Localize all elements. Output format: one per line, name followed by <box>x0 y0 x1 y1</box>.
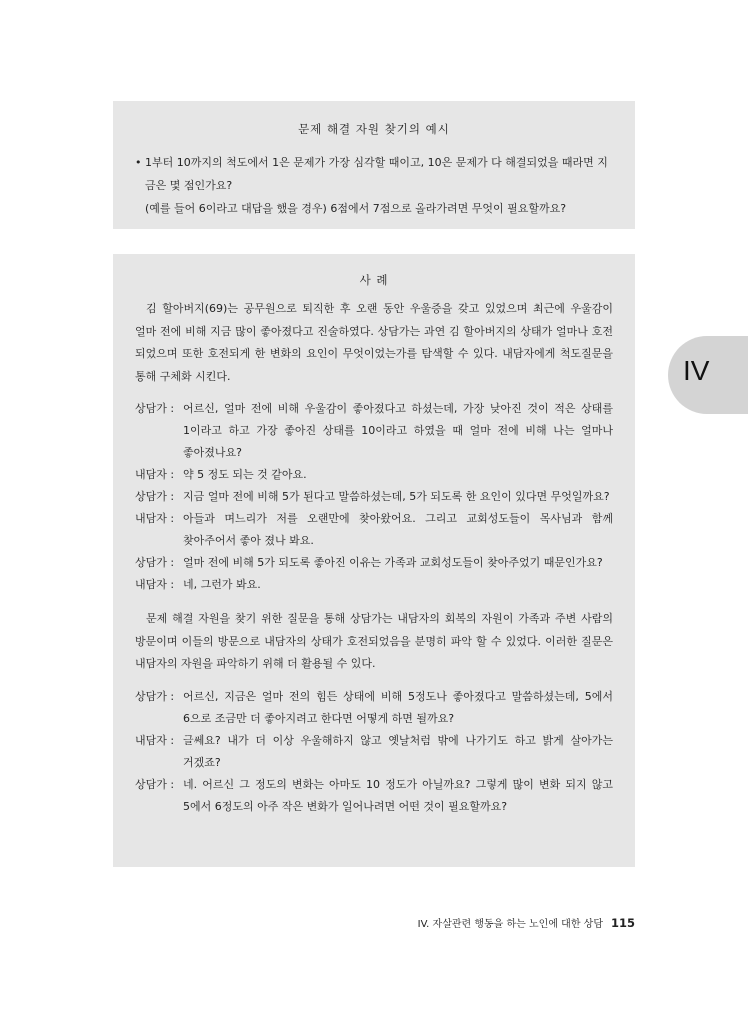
dialog-line <box>135 508 613 552</box>
speaker: 상담가 : <box>135 556 175 569</box>
speaker: 상담가 : <box>135 689 175 703</box>
dialog-line <box>135 574 613 596</box>
speaker: 내담자 : <box>135 468 175 481</box>
example-bullet: • 1부터 10까지의 척도에서 1은 문제가 가장 심각할 때이고, 10은 문제가 다 해결되었을 때라면 지금은 몇 점인가요? <box>135 156 608 192</box>
chapter-tab-label: IV <box>683 355 710 386</box>
page-number: 115 <box>610 916 635 930</box>
dialog-line <box>135 486 613 508</box>
utterance: 글쎄요? 내가 더 이상 우울해하지 않고 옛날처럼 밖에 나가기도 하고 밝게 살아가는 거겠죠? <box>183 733 613 769</box>
dialog-2 <box>135 686 613 818</box>
utterance: 아들과 며느리가 저를 오랜만에 찾아왔어요. 그리고 교회성도들이 목사님과 함께 찾아주어서 좋아 졌나 봐요. <box>183 512 613 547</box>
example-title: 문제 해결 자원 찾기의 예시 <box>298 122 450 136</box>
utterance: 어르신, 지금은 얼마 전의 힘든 상태에 비해 5정도나 좋아졌다고 말씀하셨는데, 5에서 6으로 조금만 더 좋아지려고 한다면 어떻게 하면 될까요? <box>183 689 613 725</box>
speaker: 상담가 : <box>135 402 175 415</box>
speaker: 상담가 : <box>135 490 175 503</box>
speaker: 내담자 : <box>135 733 175 747</box>
speaker: 내담자 : <box>135 512 175 525</box>
dialog-line <box>135 774 613 818</box>
footer-chapter: IV. 자살관련 행동을 하는 노인에 대한 상담 <box>417 919 603 930</box>
case-middle: 문제 해결 자원을 찾기 위한 질문을 통해 상담가는 내담자의 회복의 자원이 가족과 주변 사람의 방문이며 이들의 방문으로 내담자의 상태가 호전되었음을 분명히 파악 할 수 있었다. 이러한 질문은 내담자의 자원을 파악하기 위해 더 활용될 수 있다. <box>135 612 613 670</box>
page-footer <box>418 915 635 930</box>
speaker: 상담가 : <box>135 777 175 791</box>
utterance: 네, 그런가 봐요. <box>183 578 261 591</box>
dialog-line <box>135 730 613 774</box>
utterance: 지금 얼마 전에 비해 5가 된다고 말씀하셨는데, 5가 되도록 한 요인이 있다면 무엇일까요? <box>183 490 610 503</box>
example-bullet-text: 1부터 10까지의 척도에서 1은 문제가 가장 심각할 때이고, 10은 문제가 다 해결되었을 때라면 지금은 몇 점인가요? <box>145 156 608 192</box>
dialog-line <box>135 552 613 574</box>
utterance: 약 5 정도 되는 것 같아요. <box>183 468 307 481</box>
dialog-line <box>135 686 613 730</box>
dialog-1 <box>135 398 613 596</box>
case-title: 사 례 <box>359 273 389 287</box>
example-followup: (예를 들어 6이라고 대답을 했을 경우) 6점에서 7점으로 올라가려면 무엇이 필요할까요? <box>145 202 567 215</box>
speaker: 내담자 : <box>135 578 175 591</box>
dialog-line <box>135 464 613 486</box>
case-box <box>113 254 635 867</box>
utterance: 네. 어르신 그 정도의 변화는 아마도 10 정도가 아닐까요? 그렇게 많이 변화 되지 않고 5에서 6정도의 아주 작은 변화가 일어나려면 어떤 것이 필요할까요? <box>183 777 613 813</box>
example-box <box>113 101 635 229</box>
case-intro: 김 할아버지(69)는 공무원으로 퇴직한 후 오랜 동안 우울증을 갖고 있었으며 최근에 우울감이 얼마 전에 비해 지금 많이 좋아졌다고 진술하였다. 상담가는 과연 김 할아버지의 상태가 얼마나 호전 되었으며 또한 호전되게 한 변화의 요인이 무엇이었는가를 탐색할 수 있다. 내담자에게 척도질문을 통해 구체화 시킨다. <box>135 302 613 383</box>
utterance: 얼마 전에 비해 5가 되도록 좋아진 이유는 가족과 교회성도들이 찾아주었기 때문인가요? <box>183 556 603 569</box>
utterance: 어르신, 얼마 전에 비해 우울감이 좋아졌다고 하셨는데, 가장 낮아진 것이 적은 상태를 1이라고 하고 가장 좋아진 상태를 10이라고 하였을 때 얼마 전에 비해 나는 얼마나 좋아졌나요? <box>183 402 613 459</box>
dialog-line <box>135 398 613 464</box>
